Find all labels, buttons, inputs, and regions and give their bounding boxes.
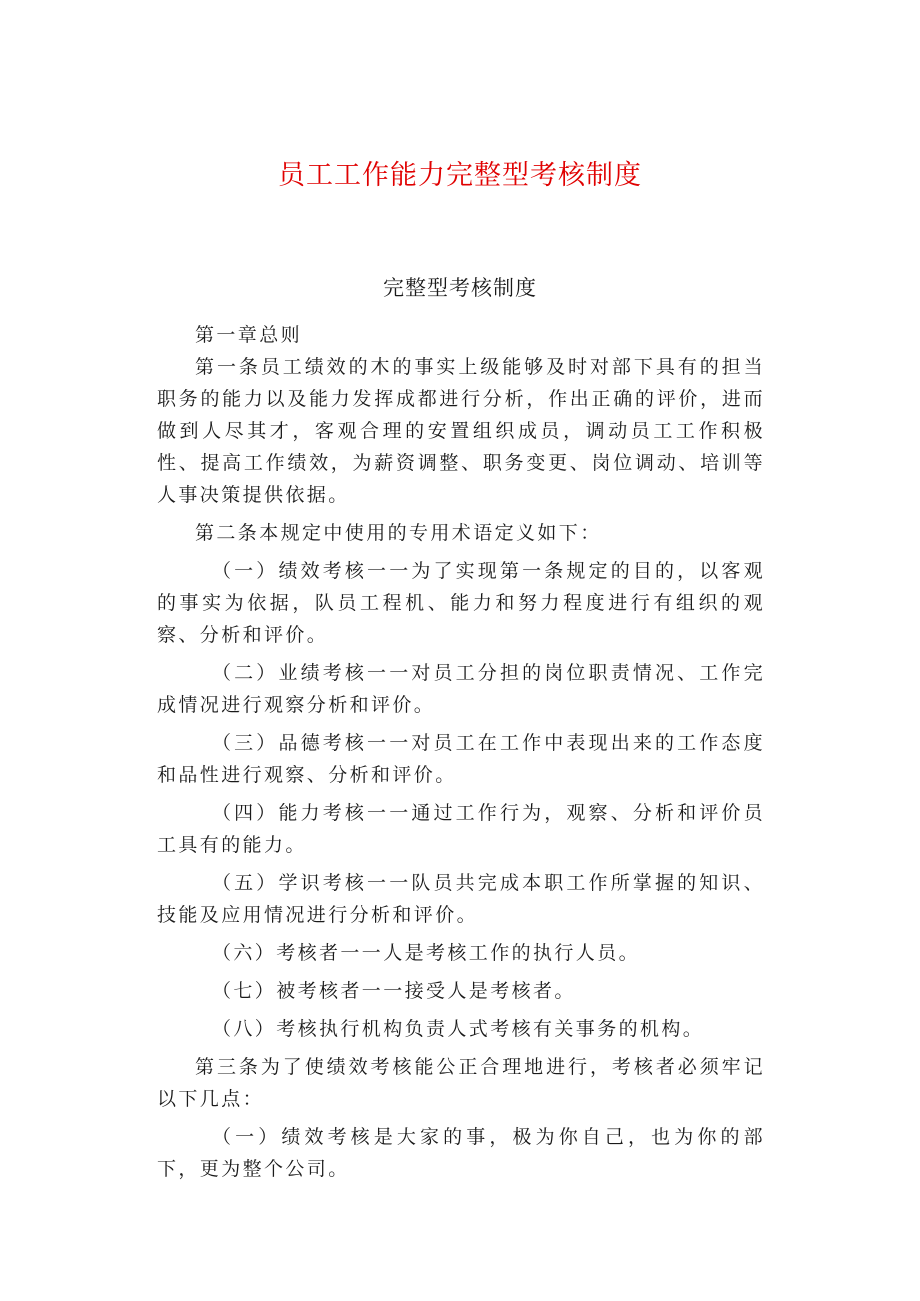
definition-item-6: （六）考核者一一人是考核工作的执行人员。	[212, 942, 641, 964]
chapter-heading: 第一章总则	[195, 324, 303, 346]
article-3: 第三条为了使绩效考核能公正合理地进行，考核者必须牢记以下几点：	[157, 1056, 765, 1110]
document-subtitle: 完整型考核制度	[383, 276, 537, 300]
definition-item-3: （三）品德考核一一对员工在工作中表现出来的工作态度和品性进行观察、分析和评价。	[157, 732, 765, 786]
definition-item-8: （八）考核执行机构负责人式考核有关事务的机构。	[212, 1018, 705, 1040]
document-body	[157, 319, 765, 1185]
definition-item-4: （四）能力考核一一通过工作行为，观察、分析和评价员工具有的能力。	[157, 802, 765, 856]
article-1: 第一条员工绩效的木的事实上级能够及时对部下具有的担当职务的能力以及能力发挥成都进行分析，作出正确的评价，进而做到人尽其才，客观合理的安置组织成员，调动员工工作积极性、提高工作绩效，为薪资调整、职务变更、岗位调动、培训等人事决策提供依据。	[157, 356, 765, 506]
article-2: 第二条本规定中使用的专用术语定义如下：	[195, 522, 602, 544]
definition-item-5: （五）学识考核一一队员共完成本职工作所掌握的知识、技能及应用情况进行分析和评价。	[157, 872, 765, 926]
definition-item-2: （二）业绩考核一一对员工分担的岗位职责情况、工作完成情况进行观察分析和评价。	[157, 662, 765, 716]
definition-item-7: （七）被考核者一一接受人是考核者。	[212, 980, 576, 1002]
definition-item-1: （一）绩效考核一一为了实现第一条规定的目的，以客观的事实为依据，队员工程机、能力和努力程度进行有组织的观察、分析和评价。	[157, 560, 765, 646]
document-title: 员工工作能力完整型考核制度	[278, 160, 642, 191]
principle-item-1: （一）绩效考核是大家的事，极为你自己，也为你的部下，更为整个公司。	[157, 1126, 765, 1180]
